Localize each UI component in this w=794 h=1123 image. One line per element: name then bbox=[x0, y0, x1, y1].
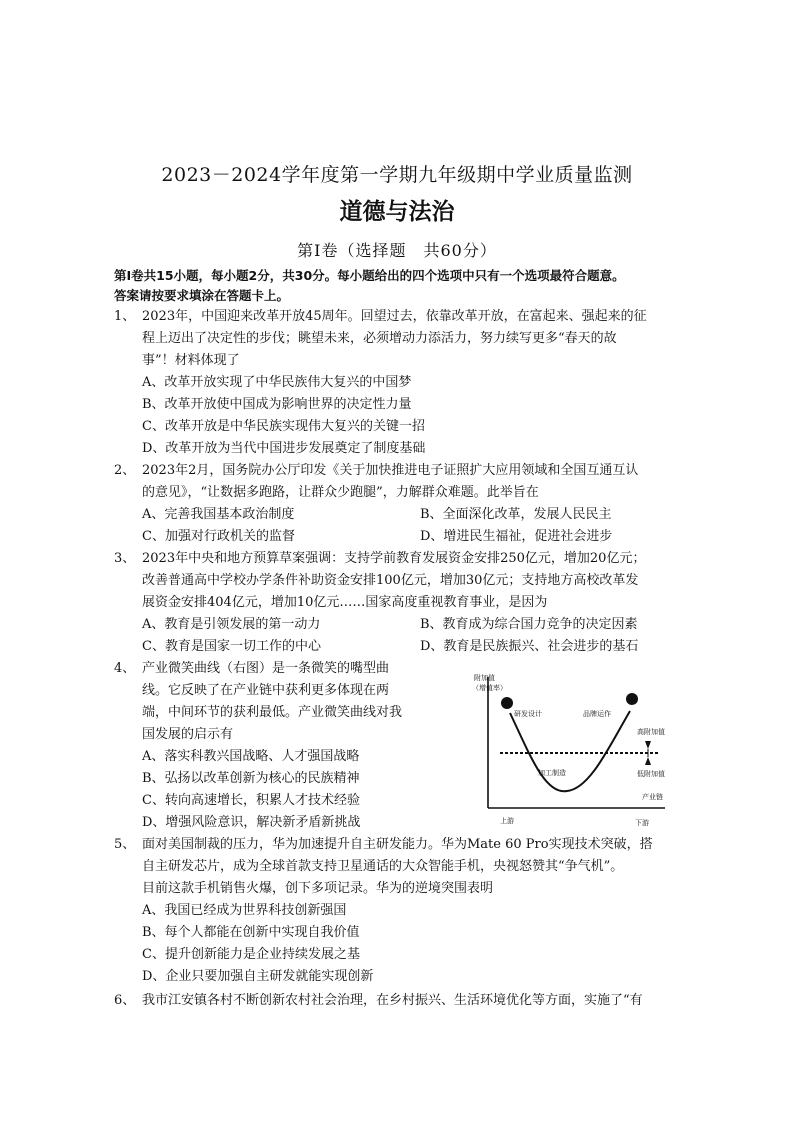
label-processing: 加工制造 bbox=[538, 769, 566, 777]
question-text: 展资金安排404亿元，增加10亿元……国家高度重视教育事业，是因为 bbox=[142, 595, 548, 610]
question-text: 国发展的启示有 bbox=[142, 727, 234, 742]
question-text: 目前这款手机销售火爆，创下多项记录。华为的逆境突围表明 bbox=[142, 881, 494, 896]
option-a: A、完善我国基本政治制度 bbox=[142, 507, 295, 522]
subject-title: 道德与法治 bbox=[339, 199, 455, 225]
smile-curve bbox=[510, 711, 630, 791]
question-number: 3、 bbox=[114, 551, 136, 566]
section-heading: 第Ⅰ卷（选择题 共60分） bbox=[297, 241, 497, 260]
option-c: C、转向高速增长，积累人才技术经验 bbox=[142, 793, 360, 808]
question-text: 改善普通高中学校办学条件补助资金安排100亿元，增加30亿元；支持地方高校改革发 bbox=[142, 573, 639, 588]
question-text: 我市江安镇各村不断创新农村社会治理，在乡村振兴、生活环境优化等方面，实施了“有 bbox=[142, 993, 643, 1008]
question-text: 自主研发芯片，成为全球首款支持卫星通话的大众智能手机，央视怒赞其“争气机”。 bbox=[142, 859, 624, 874]
option-d: D、增强风险意识，解决新矛盾新挑战 bbox=[142, 815, 361, 830]
up-arrow-icon bbox=[645, 757, 651, 765]
label-upstream: 上游 bbox=[500, 817, 514, 825]
x-axis-label: 产业链 bbox=[642, 793, 663, 801]
exam-title: 2023－2024学年度第一学期九年级期中学业质量监测 bbox=[161, 164, 633, 186]
option-a: A、教育是引领发展的第一动力 bbox=[142, 617, 321, 632]
instruction-line: 第Ⅰ卷共15小题，每小题2分，共30分。每小题给出的四个选项中只有一个选项最符合题意。 bbox=[114, 268, 625, 283]
down-arrow-icon bbox=[645, 741, 651, 749]
label-brand: 品牌运作 bbox=[583, 710, 611, 718]
option-b: B、弘扬以改革创新为核心的民族精神 bbox=[142, 771, 360, 786]
question-text: 2023年2月，国务院办公厅印发《关于加快推进电子证照扩大应用领域和全国互通互认 bbox=[142, 463, 639, 478]
question-number: 1、 bbox=[114, 309, 136, 324]
question-text: 事”！材料体现了 bbox=[142, 353, 240, 368]
option-c: C、加强对行政机关的监督 bbox=[142, 529, 295, 544]
question-number: 6、 bbox=[114, 993, 136, 1008]
question-text: 端，中间环节的获利最低。产业微笑曲线对我 bbox=[142, 705, 403, 720]
instruction-line: 答案请按要求填涂在答题卡上。 bbox=[114, 288, 290, 303]
left-dot bbox=[501, 697, 513, 709]
option-b: B、每个人都能在创新中实现自我价值 bbox=[142, 925, 360, 940]
option-a: A、改革开放实现了中华民族伟大复兴的中国梦 bbox=[142, 375, 412, 390]
question-text: 2023年，中国迎来改革开放45周年。回望过去，依靠改革开放，在富起来、强起来的征 bbox=[142, 309, 647, 324]
option-d: D、教育是民族振兴、社会进步的基石 bbox=[420, 639, 639, 654]
question-text: 的意见》，“让数据多跑路，让群众少跑腿”，力解群众难题。此举旨在 bbox=[142, 485, 539, 500]
option-b: B、教育成为综合国力竞争的决定因素 bbox=[420, 617, 638, 632]
question-number: 2、 bbox=[114, 463, 136, 478]
question-text: 产业微笑曲线（右图）是一条微笑的嘴型曲 bbox=[142, 661, 390, 676]
question-text: 程上迈出了决定性的步伐；眺望未来，必须增动力添活力，努力续写更多“春天的故 bbox=[142, 331, 617, 346]
question-number: 4、 bbox=[114, 661, 136, 676]
smile-curve-figure bbox=[470, 665, 680, 830]
label-downstream: 下游 bbox=[635, 819, 649, 827]
y-axis-sublabel: （增值率） bbox=[472, 684, 507, 692]
option-c: C、改革开放是中华民族实现伟大复兴的关键一招 bbox=[142, 419, 425, 434]
label-low-value: 低附加值 bbox=[637, 770, 665, 778]
y-axis-label: 附加值 bbox=[474, 674, 495, 682]
label-rd: 研发设计 bbox=[514, 710, 542, 718]
question-text: 面对美国制裁的压力，华为加速提升自主研发能力。华为Mate 60 Pro实现技术突破，搭 bbox=[142, 837, 653, 852]
right-dot bbox=[626, 693, 638, 705]
option-d: D、改革开放为当代中国进步发展奠定了制度基础 bbox=[142, 441, 426, 456]
option-c: C、提升创新能力是企业持续发展之基 bbox=[142, 947, 360, 962]
option-b: B、全面深化改革，发展人民民主 bbox=[420, 507, 612, 522]
option-d: D、增进民生福祉，促进社会进步 bbox=[420, 529, 613, 544]
option-a: A、落实科教兴国战略、人才强国战略 bbox=[142, 749, 360, 764]
option-b: B、改革开放使中国成为影响世界的决定性力量 bbox=[142, 397, 412, 412]
label-high-value: 高附加值 bbox=[637, 728, 665, 736]
option-d: D、企业只要加强自主研发就能实现创新 bbox=[142, 969, 374, 984]
question-text: 线。它反映了在产业链中获利更多体现在两 bbox=[142, 683, 390, 698]
question-number: 5、 bbox=[114, 837, 136, 852]
question-text: 2023年中央和地方预算草案强调：支持学前教育发展资金安排250亿元，增加20亿元； bbox=[142, 551, 646, 566]
option-a: A、我国已经成为世界科技创新强国 bbox=[142, 903, 347, 918]
option-c: C、教育是国家一切工作的中心 bbox=[142, 639, 321, 654]
